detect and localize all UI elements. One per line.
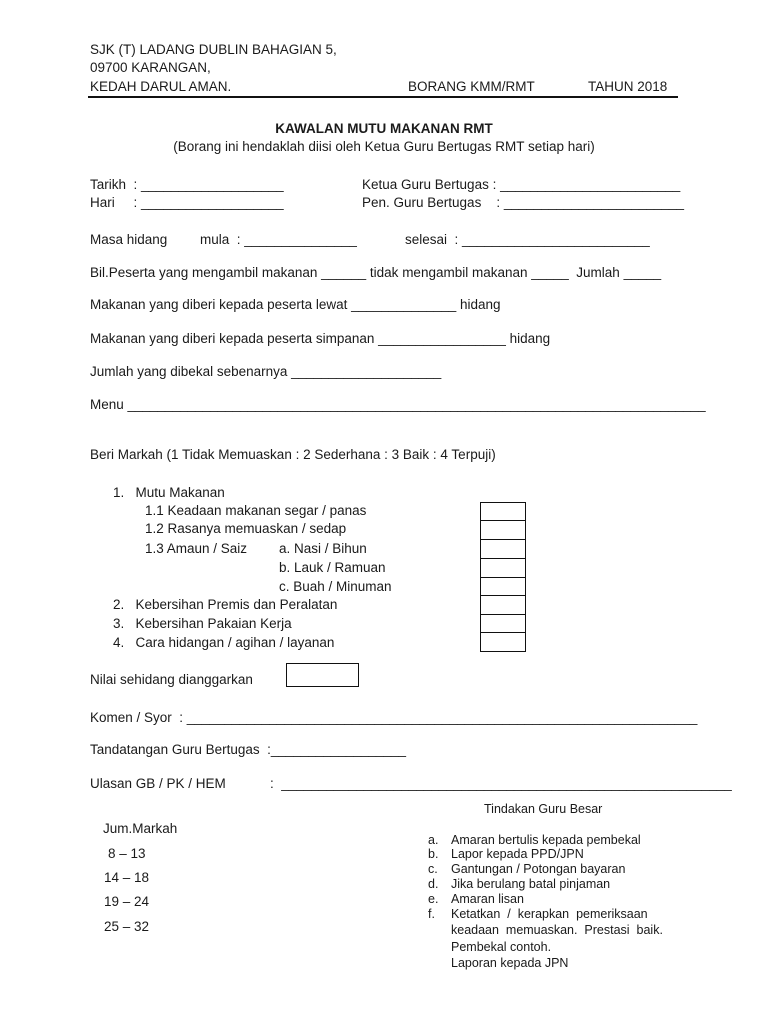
form-title: KAWALAN MUTU MAKANAN RMT	[275, 121, 493, 136]
item-keadaan: 1.1 Keadaan makanan segar / panas	[145, 503, 367, 518]
bil-peserta-field[interactable]: Bil.Peserta yang mengambil makanan ______ tidak mengambil makanan _____ Jumlah _____	[90, 265, 662, 280]
tindakan-d: Jika berulang batal pinjaman	[451, 877, 611, 891]
range-3: 19 – 24	[104, 894, 150, 909]
komen-field[interactable]: Komen / Syor : ____________________________________________________________________	[90, 710, 698, 725]
ketua-guru-field[interactable]: Ketua Guru Bertugas : ________________________	[362, 177, 681, 192]
mula-field[interactable]: mula : _______________	[200, 232, 357, 247]
item-kebersihan-pakaian: 3. Kebersihan Pakaian Kerja	[113, 616, 292, 631]
selesai-field[interactable]: selesai : _________________________	[405, 232, 650, 247]
score-box-lauk[interactable]	[480, 558, 526, 578]
item-mutu-makanan: 1. Mutu Makanan	[113, 485, 225, 500]
ulasan-field[interactable]: : ____________________________________________________________	[270, 776, 732, 791]
item-nasi: a. Nasi / Bihun	[279, 541, 367, 556]
school-name: SJK (T) LADANG DUBLIN BAHAGIAN 5,	[90, 42, 337, 57]
markah-legend: Beri Markah (1 Tidak Memuaskan : 2 Sederhana : 3 Baik : 4 Terpuji)	[90, 447, 496, 462]
tindakan-b-key: b.	[428, 847, 439, 861]
tindakan-f-line2: keadaan memuaskan. Prestasi baik.	[451, 923, 663, 937]
tindakan-a: Amaran bertulis kepada pembekal	[451, 833, 641, 847]
pen-guru-field[interactable]: Pen. Guru Bertugas : ________________________	[362, 195, 685, 210]
range-1: 8 – 13	[108, 846, 146, 861]
tindakan-title: Tindakan Guru Besar	[484, 802, 603, 816]
tindakan-c: Gantungan / Potongan bayaran	[451, 862, 626, 876]
tindakan-f-key: f.	[428, 907, 435, 921]
tarikh-field[interactable]: Tarikh : ___________________	[90, 177, 284, 192]
ulasan-label: Ulasan GB / PK / HEM	[90, 776, 226, 791]
score-box-premis[interactable]	[480, 595, 526, 615]
tindakan-f: Ketatkan / kerapkan pemeriksaan	[451, 907, 648, 921]
tindakan-a-key: a.	[428, 833, 439, 847]
tandatangan-field[interactable]: Tandatangan Guru Bertugas :__________________	[90, 742, 407, 757]
score-box-nasi[interactable]	[480, 539, 526, 559]
school-postcode: 09700 KARANGAN,	[90, 60, 211, 75]
masa-hidang-label: Masa hidang	[90, 232, 168, 247]
score-box-buah[interactable]	[480, 577, 526, 596]
score-box-rasa[interactable]	[480, 520, 526, 540]
item-kebersihan-premis: 2. Kebersihan Premis dan Peralatan	[113, 597, 338, 612]
nilai-box[interactable]	[286, 663, 359, 687]
score-box-hidangan[interactable]	[480, 632, 526, 652]
tindakan-e-key: e.	[428, 892, 439, 906]
tindakan-e: Amaran lisan	[451, 892, 524, 906]
item-lauk: b. Lauk / Ramuan	[279, 560, 386, 575]
score-box-keadaan[interactable]	[480, 502, 526, 521]
item-rasa: 1.2 Rasanya memuaskan / sedap	[145, 521, 347, 536]
header-rule	[88, 96, 678, 98]
item-cara-hidangan: 4. Cara hidangan / agihan / layanan	[113, 635, 335, 650]
menu-field[interactable]: Menu _____________________________________________________________________________	[90, 397, 706, 412]
item-amaun: 1.3 Amaun / Saiz	[145, 541, 248, 556]
item-buah: c. Buah / Minuman	[279, 579, 392, 594]
peserta-simpanan-field[interactable]: Makanan yang diberi kepada peserta simpanan _________________ hidang	[90, 331, 551, 346]
jumlah-dibekal-field[interactable]: Jumlah yang dibekal sebenarnya ____________________	[90, 364, 442, 379]
range-2: 14 – 18	[104, 870, 150, 885]
tindakan-f-line4: Laporan kepada JPN	[451, 956, 569, 970]
school-state: KEDAH DARUL AMAN.	[90, 79, 232, 94]
form-year: TAHUN 2018	[588, 79, 668, 94]
hari-field[interactable]: Hari : ___________________	[90, 195, 284, 210]
form-code: BORANG KMM/RMT	[408, 79, 535, 94]
jum-markah-title: Jum.Markah	[103, 821, 178, 836]
score-box-pakaian[interactable]	[480, 614, 526, 633]
tindakan-c-key: c.	[428, 862, 438, 876]
tindakan-b: Lapor kepada PPD/JPN	[451, 847, 584, 861]
peserta-lewat-field[interactable]: Makanan yang diberi kepada peserta lewat ______________ hidang	[90, 297, 501, 312]
nilai-label: Nilai sehidang dianggarkan	[90, 672, 253, 687]
tindakan-f-line3: Pembekal contoh.	[451, 940, 552, 954]
tindakan-d-key: d.	[428, 877, 439, 891]
range-4: 25 – 32	[104, 919, 150, 934]
form-subtitle: (Borang ini hendaklah diisi oleh Ketua Guru Bertugas RMT setiap hari)	[173, 139, 595, 154]
